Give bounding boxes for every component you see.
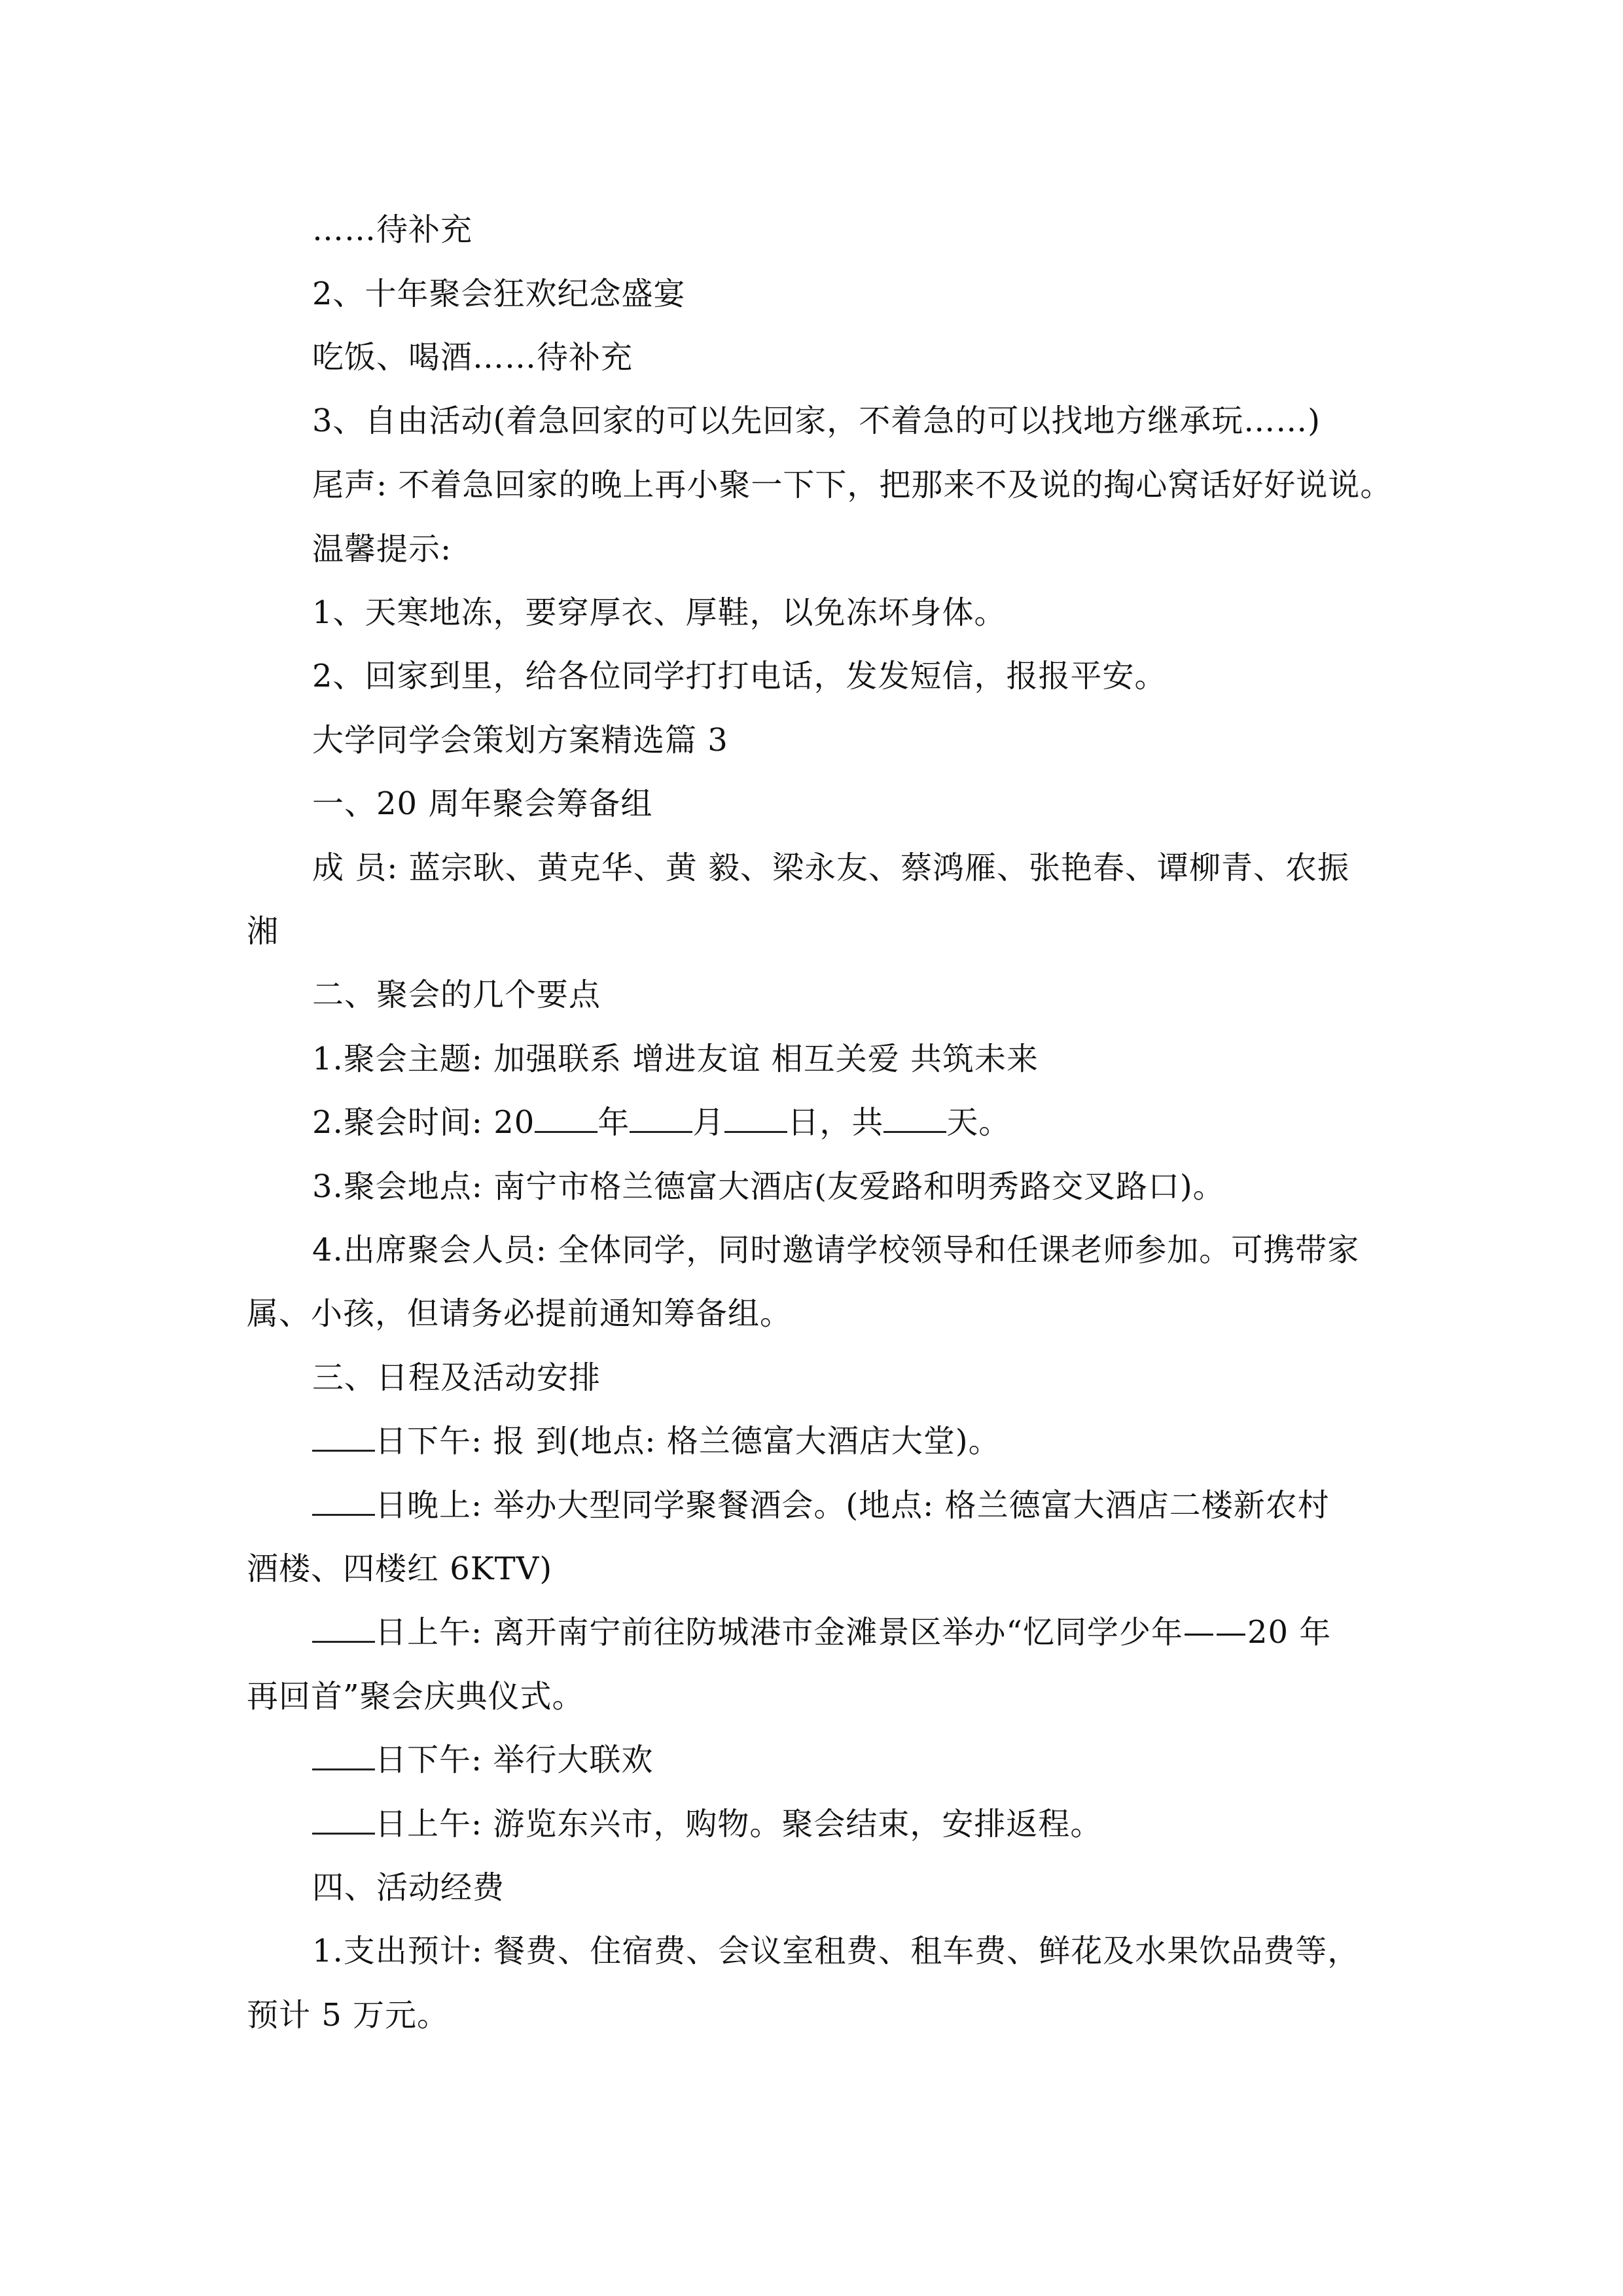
paragraph-line: 1、天寒地冻，要穿厚衣、厚鞋，以免冻坏身体。	[312, 594, 1007, 631]
paragraph-line: 温馨提示:	[312, 531, 452, 567]
paragraph-line: 二、聚会的几个要点	[312, 977, 601, 1013]
paragraph-line: 成 员: 蓝宗耿、黄克华、黄 毅、梁永友、蔡鸿雁、张艳春、谭柳青、农振	[312, 850, 1349, 886]
paragraph-line: 属、小孩，但请务必提前通知筹备组。	[247, 1295, 793, 1332]
schedule-line	[247, 1600, 1399, 1664]
paragraph-line: 吃饭、喝酒……待补充	[312, 339, 633, 376]
paragraph-line: 三、日程及活动安排	[312, 1359, 601, 1396]
section-title: 大学同学会策划方案精选篇 3	[312, 722, 728, 759]
date-blank	[312, 1424, 375, 1452]
schedule-text: 日上午: 游览东兴市，购物。聚会结束，安排返程。	[375, 1806, 1103, 1842]
schedule-line	[247, 1728, 1399, 1792]
schedule-text: 日上午: 离开南宁前往防城港市金滩景区举办“忆同学少年——20 年	[375, 1614, 1332, 1651]
time-month: 月	[692, 1104, 725, 1141]
date-blank	[312, 1488, 375, 1516]
date-blank	[312, 1806, 375, 1835]
meeting-time-line	[247, 1090, 1399, 1155]
paragraph-line: 尾声: 不着急回家的晚上再小聚一下下，把那来不及说的掏心窝话好好说说。	[312, 467, 1393, 503]
days-blank	[883, 1105, 946, 1133]
month-blank	[630, 1105, 692, 1133]
paragraph-line: 2、回家到里，给各位同学打打电话，发发短信，报报平安。	[312, 658, 1167, 694]
paragraph-line: 四、活动经费	[312, 1869, 505, 1906]
paragraph-line: 3.聚会地点: 南宁市格兰德富大酒店(友爱路和明秀路交叉路口)。	[312, 1168, 1225, 1205]
paragraph-line: 一、20 周年聚会筹备组	[312, 785, 653, 822]
paragraph-line: 酒楼、四楼红 6KTV)	[247, 1551, 553, 1587]
schedule-text: 日晚上: 举办大型同学聚餐酒会。(地点: 格兰德富大酒店二楼新农村	[375, 1487, 1330, 1524]
day-blank	[724, 1105, 787, 1133]
schedule-text: 日下午: 报 到(地点: 格兰德富大酒店大堂)。	[375, 1423, 1001, 1460]
paragraph-line: 再回首”聚会庆典仪式。	[247, 1678, 584, 1715]
paragraph-line: 1.聚会主题: 加强联系 增进友谊 相互关爱 共筑未来	[312, 1041, 1039, 1077]
date-blank	[312, 1615, 375, 1643]
time-days: 天。	[946, 1104, 1011, 1141]
paragraph-line: 1.支出预计: 餐费、住宿费、会议室租费、租车费、鲜花及水果饮品费等，	[312, 1933, 1360, 1969]
year-blank	[535, 1105, 597, 1133]
paragraph-line: 3、自由活动(着急回家的可以先回家，不着急的可以找地方继承玩……)	[312, 403, 1321, 439]
time-prefix: 2.聚会时间: 20	[312, 1104, 535, 1141]
schedule-line	[247, 1792, 1399, 1856]
paragraph-line: 2、十年聚会狂欢纪念盛宴	[312, 276, 686, 312]
paragraph-line: 4.出席聚会人员: 全体同学，同时邀请学校领导和任课老师参加。可携带家	[312, 1232, 1360, 1268]
schedule-text: 日下午: 举行大联欢	[375, 1742, 654, 1778]
date-blank	[312, 1742, 375, 1770]
schedule-line	[247, 1409, 1399, 1473]
time-year: 年	[597, 1104, 630, 1141]
schedule-line	[247, 1473, 1399, 1537]
paragraph-line: 湘	[247, 913, 279, 950]
paragraph-line: 预计 5 万元。	[247, 1997, 450, 2034]
time-day: 日，共	[787, 1104, 884, 1141]
paragraph-line: ……待补充	[312, 211, 473, 248]
